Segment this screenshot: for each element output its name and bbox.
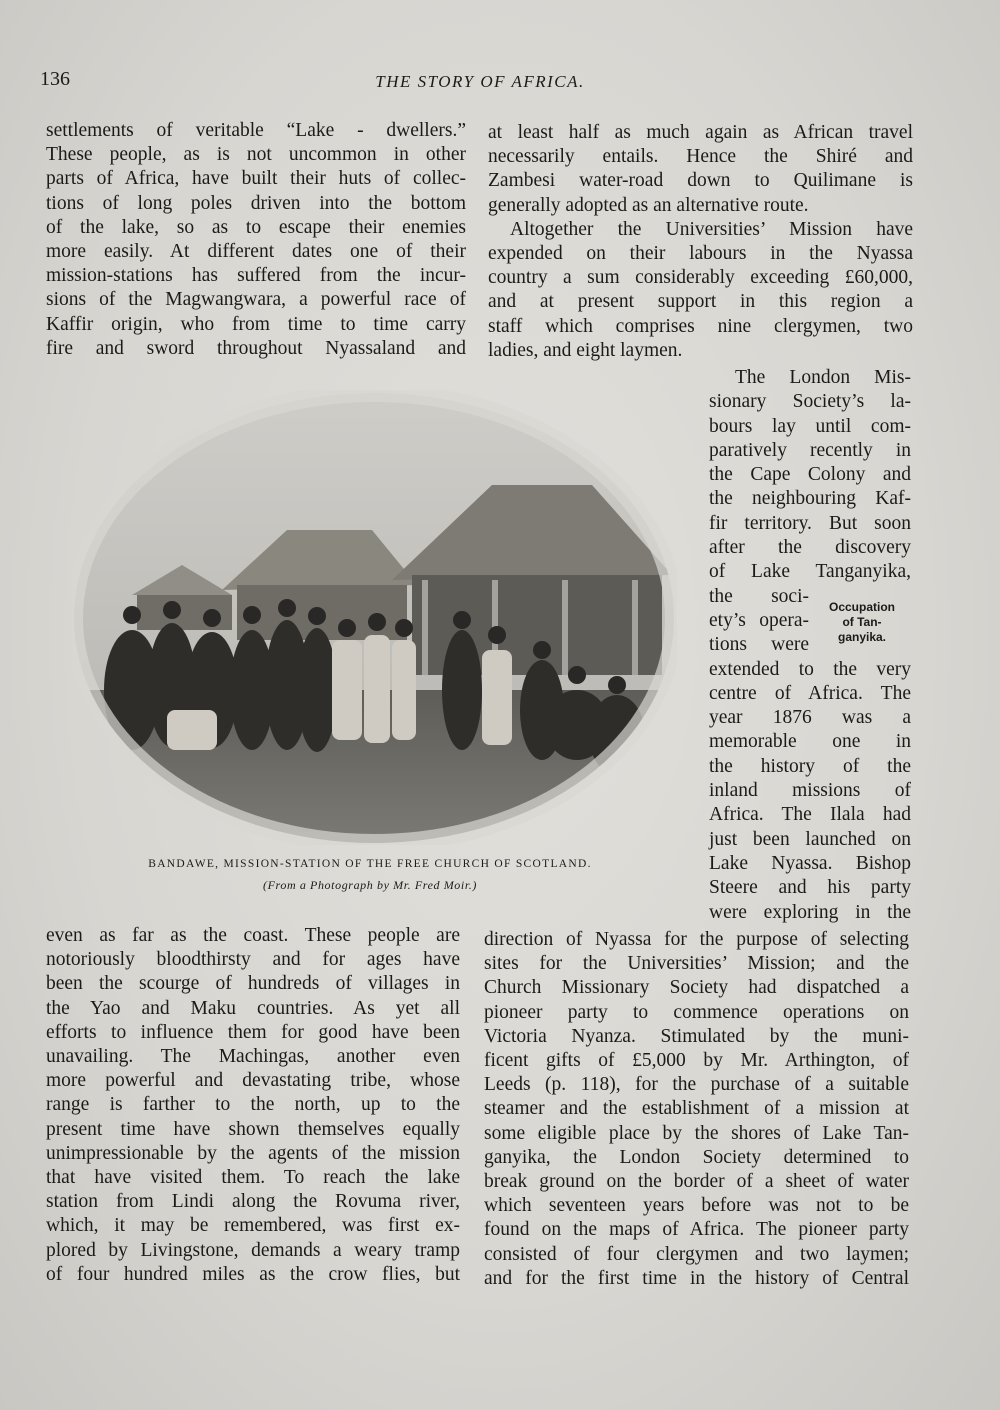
text-line: the history of the [709, 755, 911, 777]
text-line: were exploring in the [709, 901, 911, 923]
text-line: station from Lindi along the Rovuma river, [46, 1191, 460, 1213]
text-line: Altogether the Universities’ Mission have [510, 218, 913, 240]
text-line: unavailing. The Machingas, another even [46, 1046, 460, 1068]
text-line: after the discovery [709, 537, 911, 559]
text-line: settlements of veritable “Lake - dwellers.” [46, 120, 466, 141]
right-column-bottom [484, 928, 909, 1291]
text-line: found on the maps of Africa. The pioneer party [484, 1219, 909, 1241]
text-line: of the lake, so as to escape their enemies [46, 216, 466, 238]
text-line: memorable one in [709, 731, 911, 753]
page-number: 136 [40, 68, 70, 90]
text-line: Church Missionary Society had dispatched a [484, 977, 909, 999]
text-line: just been launched on [709, 828, 911, 850]
side-note-line: of Tan- [842, 615, 882, 629]
text-line: parts of Africa, have built their huts of collec- [46, 168, 466, 190]
text-line: pioneer party to commence operations on [484, 1001, 909, 1023]
text-line: The London Mis- [735, 367, 911, 388]
text-line: sionary Society’s la- [709, 391, 911, 413]
text-line: even as far as the coast. These people are [46, 925, 460, 946]
text-line: bours lay until com- [709, 415, 911, 437]
side-note-line: Occupation [828, 600, 895, 614]
text-line: Kaffir origin, who from time to time carry [46, 313, 466, 335]
text-line: staff which comprises nine clergymen, two [488, 315, 913, 337]
text-line: sites for the Universities’ Mission; and the [484, 953, 909, 975]
text-line: the neighbouring Kaf- [709, 488, 911, 510]
photo-illustration [72, 390, 677, 845]
text-line: notoriously bloodthirsty and for ages have [46, 949, 460, 971]
text-line: expended on their labours in the Nyassa [488, 243, 913, 265]
text-line: direction of Nyassa for the purpose of selecting [484, 929, 909, 950]
text-line: unimpressionable by the agents of the mission [46, 1142, 460, 1164]
right-column-top [488, 121, 913, 363]
side-note-line: ganyika. [837, 630, 887, 644]
text-line: Victoria Nyanza. Stimulated by the muni- [484, 1025, 909, 1047]
text-line: tions of long poles driven into the bottom [46, 192, 466, 214]
text-line: tions were [709, 634, 809, 656]
text-line: Steere and his party [709, 877, 911, 899]
text-line: Lake Nyassa. Bishop [709, 852, 911, 874]
text-line: the Cape Colony and [709, 464, 911, 486]
text-line: range is farther to the north, up to the [46, 1094, 460, 1116]
text-line: year 1876 was a [709, 707, 911, 729]
text-line: consisted of four clergymen and two laymen; [484, 1243, 909, 1265]
text-line: at least half as much again as African travel [488, 122, 913, 143]
text-line: present time have shown themselves equally [46, 1118, 460, 1140]
text-line: These people, as is not uncommon in other [46, 144, 466, 166]
text-line: and at present support in this region a [488, 291, 913, 313]
running-title: THE STORY OF AFRICA. [375, 72, 585, 91]
text-line: ficent gifts of £5,000 by Mr. Arthington, of [484, 1050, 909, 1072]
text-line: paratively recently in [709, 439, 911, 461]
text-line: country a sum considerably exceeding £60,000, [488, 267, 913, 289]
text-line: centre of Africa. The [709, 682, 911, 704]
mission-station-photograph [72, 390, 677, 845]
text-line: fire and sword throughout Nyassaland and [46, 337, 466, 359]
text-line: generally adopted as an alternative route. [488, 194, 809, 216]
text-line: more easily. At different dates one of their [46, 241, 466, 263]
margin-side-note [812, 600, 912, 645]
text-line: sions of the Magwangwara, a powerful race of [46, 289, 466, 311]
text-line: and for the first time in the history of Central [484, 1267, 909, 1289]
text-line: Africa. The Ilala had [709, 804, 911, 826]
left-column-top [46, 119, 466, 361]
text-line: that have visited them. To reach the lake [46, 1167, 460, 1189]
text-line: been the scourge of hundreds of villages in [46, 973, 460, 995]
text-line: the Yao and Maku countries. As yet all [46, 997, 460, 1019]
text-line: ladies, and eight laymen. [488, 339, 683, 361]
text-line: Leeds (p. 118), for the purchase of a suitable [484, 1074, 909, 1096]
text-line: inland missions of [709, 780, 911, 802]
text-line: fir territory. But soon [709, 512, 911, 534]
text-line: steamer and the establishment of a mission at [484, 1098, 909, 1120]
text-line: necessarily entails. Hence the Shiré and [488, 146, 913, 168]
text-line: Zambesi water-road down to Quilimane is [488, 170, 913, 192]
right-column-beside-image [709, 366, 911, 925]
text-line: the soci- [709, 585, 809, 607]
text-line: of Lake Tanganyika, [709, 561, 911, 583]
text-line: plored by Livingstone, demands a weary tramp [46, 1239, 460, 1261]
text-line: break ground on the border of a sheet of water [484, 1171, 909, 1193]
photo-credit: (From a Photograph by Mr. Fred Moir.) [263, 878, 477, 892]
left-column-bottom [46, 924, 460, 1287]
text-line: which, it may be remembered, was first ex- [46, 1215, 460, 1237]
text-line: more powerful and devastating tribe, whose [46, 1070, 460, 1092]
text-line: mission-stations has suffered from the incur- [46, 265, 466, 287]
text-line: efforts to influence them for good have been [46, 1021, 460, 1043]
text-line: ganyika, the London Society determined to [484, 1146, 909, 1168]
text-line: ety’s opera- [709, 609, 809, 631]
text-line: extended to the very [709, 658, 911, 680]
photo-caption: BANDAWE, MISSION-STATION OF THE FREE CHURCH OF SCOTLAND. [148, 858, 592, 870]
text-line: some eligible place by the shores of Lake Tan- [484, 1122, 909, 1144]
text-line: of four hundred miles as the crow flies, but [46, 1263, 460, 1285]
page-header [40, 68, 920, 98]
text-line: which seventeen years before was not to be [484, 1195, 909, 1217]
